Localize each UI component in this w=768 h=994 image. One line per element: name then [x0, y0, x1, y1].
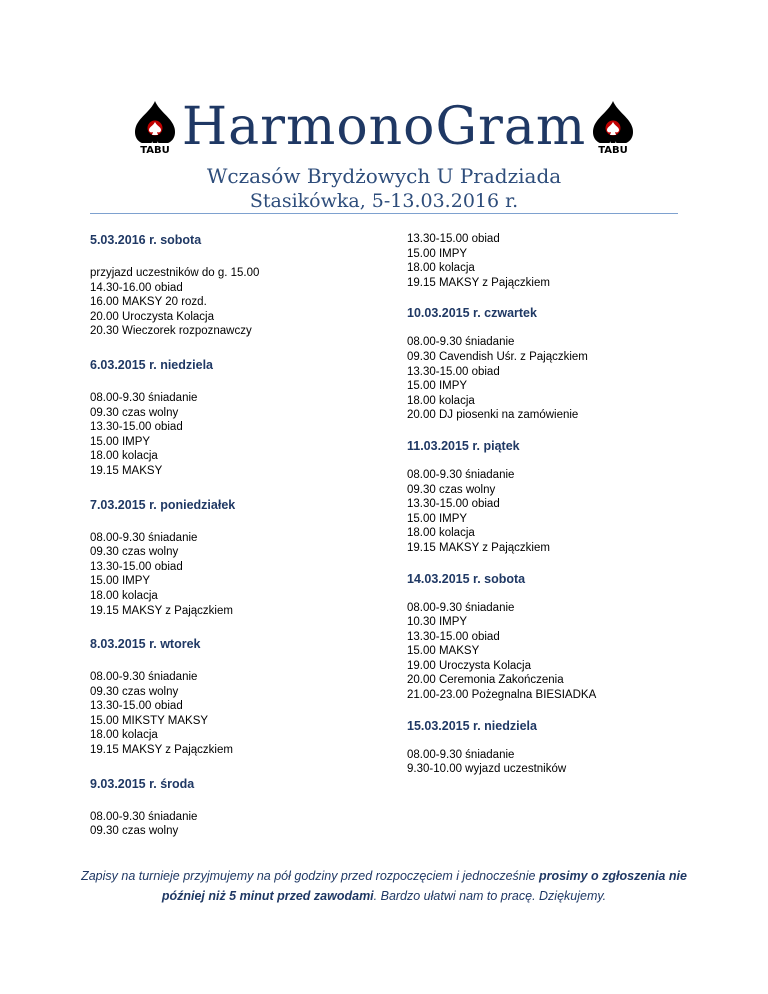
spade-logo-right-icon [590, 99, 636, 157]
day-block [90, 232, 390, 339]
document-header [0, 95, 768, 213]
location-date: Stasikówka, 5-13.03.2016 r. [249, 190, 519, 212]
schedule-entry: 08.00-9.30 śniadanie [407, 336, 515, 349]
schedule-right-column [407, 232, 707, 777]
schedule-entry: 08.00-9.30 śniadanie [90, 671, 198, 684]
schedule-entry: 20.00 Uroczysta Kolacja [90, 310, 215, 323]
header-divider [90, 213, 678, 214]
day-block [407, 718, 707, 777]
title-row [0, 95, 768, 157]
schedule-entry: 08.00-9.30 śniadanie [407, 468, 515, 481]
schedule-entry: 15.00 MAKSY [407, 645, 480, 658]
schedule-entry: 18.00 kolacja [90, 729, 158, 742]
schedule-entry: 08.00-9.30 śniadanie [90, 810, 198, 823]
schedule-entry: 09.30 czas wolny [90, 546, 179, 559]
schedule-entry: 19.15 MAKSY z Pajączkiem [90, 744, 233, 757]
schedule-entry: 09.30 czas wolny [90, 825, 179, 838]
svg-text:TABU: TABU [140, 145, 170, 156]
schedule-entry: 19.00 Uroczysta Kolacja [407, 659, 532, 672]
day-title: 10.03.2015 r. czwartek [407, 306, 537, 321]
schedule-entry: 15.00 MIKSTY MAKSY [90, 714, 209, 727]
footer-text-bold: prosimy o zgłoszenia nie później niż 5 minut przed zawodami [161, 869, 687, 903]
schedule-entry: 09.30 czas wolny [407, 483, 496, 496]
day-block [407, 305, 707, 423]
schedule-entry: 08.00-9.30 śniadanie [90, 391, 198, 404]
svg-text:TABU: TABU [598, 145, 628, 156]
schedule-entry: 21.00-23.00 Pożegnalna BIESIADKA [407, 689, 597, 702]
day-title: 11.03.2015 r. piątek [407, 438, 520, 453]
schedule-entry: 13.30-15.00 obiad [90, 421, 183, 434]
day-title: 5.03.2016 r. sobota [90, 233, 202, 247]
schedule-entry: 18.00 kolacja [90, 450, 158, 463]
schedule-entry: 9.30-10.00 wyjazd uczestników [407, 763, 567, 776]
schedule-entry: 13.30-15.00 obiad [90, 700, 183, 713]
schedule-entry: 20.30 Wieczorek rozpoznawczy [90, 325, 252, 338]
day-block [407, 438, 707, 556]
day-title: 9.03.2015 r. środa [90, 776, 195, 791]
schedule-entry: 19.15 MAKSY z Pajączkiem [407, 276, 550, 289]
schedule-entry: 20.00 Ceremonia Zakończenia [407, 674, 564, 687]
day-block [90, 776, 390, 839]
schedule-entry: 13.30-15.00 obiad [407, 365, 500, 378]
subtitle: Wczasów Brydżowych U Pradziada [206, 164, 562, 188]
schedule-entry: 18.00 kolacja [407, 527, 475, 540]
day-block [90, 497, 390, 619]
footer-text-2: . Bardzo ułatwi nam to pracę. Dziękujemy. [373, 889, 607, 903]
schedule-entry: 13.30-15.00 obiad [407, 498, 500, 511]
day-block [407, 571, 707, 703]
schedule-entry: 10.30 IMPY [407, 616, 468, 629]
day-block [407, 232, 707, 290]
schedule-entry: 19.15 MAKSY [90, 464, 163, 477]
day-block [90, 636, 390, 758]
footer-note [60, 866, 708, 906]
day-title: 15.03.2015 r. niedziela [407, 718, 537, 733]
schedule-entry: 15.00 IMPY [90, 435, 151, 448]
schedule-entry: 14.30-16.00 obiad [90, 281, 183, 294]
schedule-entry: 08.00-9.30 śniadanie [90, 531, 198, 544]
schedule-entry: 15.00 IMPY [407, 512, 468, 525]
schedule-left-column [90, 232, 390, 839]
day-title: 6.03.2015 r. niedziela [90, 357, 213, 372]
schedule-entry: 09.30 czas wolny [90, 406, 179, 419]
schedule-entry: 08.00-9.30 śniadanie [407, 748, 515, 761]
schedule-entry: 18.00 kolacja [407, 394, 475, 407]
page-title: HarmonoGram [181, 97, 587, 157]
schedule-entry: 13.30-15.00 obiad [90, 560, 183, 573]
day-title: 7.03.2015 r. poniedziałek [90, 497, 236, 512]
day-block [90, 357, 390, 479]
schedule-entry: 16.00 MAKSY 20 rozd. [90, 296, 207, 309]
schedule-entry: 19.15 MAKSY z Pajączkiem [90, 604, 233, 617]
schedule-entry: 18.00 kolacja [90, 589, 158, 602]
spade-logo-left-icon [132, 99, 178, 157]
schedule-entry: 18.00 kolacja [407, 262, 475, 275]
schedule-entry: 15.00 IMPY [407, 380, 468, 393]
schedule-entry: 15.00 IMPY [407, 247, 468, 260]
schedule-entry: 13.30-15.00 obiad [407, 630, 500, 643]
footer-text-1: Zapisy na turnieje przyjmujemy na pół godziny przed rozpoczęciem i jednocześnie [81, 869, 539, 883]
schedule-entry: 09.30 czas wolny [90, 685, 179, 698]
schedule-entry: 09.30 Cavendish Uśr. z Pajączkiem [407, 350, 588, 363]
schedule-entry: 20.00 DJ piosenki na zamówienie [407, 409, 579, 422]
schedule-entry: 15.00 IMPY [90, 575, 151, 588]
schedule-entry: 08.00-9.30 śniadanie [407, 601, 515, 614]
day-title: 8.03.2015 r. wtorek [90, 637, 201, 652]
day-title: 14.03.2015 r. sobota [407, 571, 526, 586]
schedule-entry: 13.30-15.00 obiad [407, 233, 500, 245]
schedule-entry: 19.15 MAKSY z Pajączkiem [407, 541, 550, 554]
schedule-entry: przyjazd uczestników do g. 15.00 [90, 267, 260, 279]
